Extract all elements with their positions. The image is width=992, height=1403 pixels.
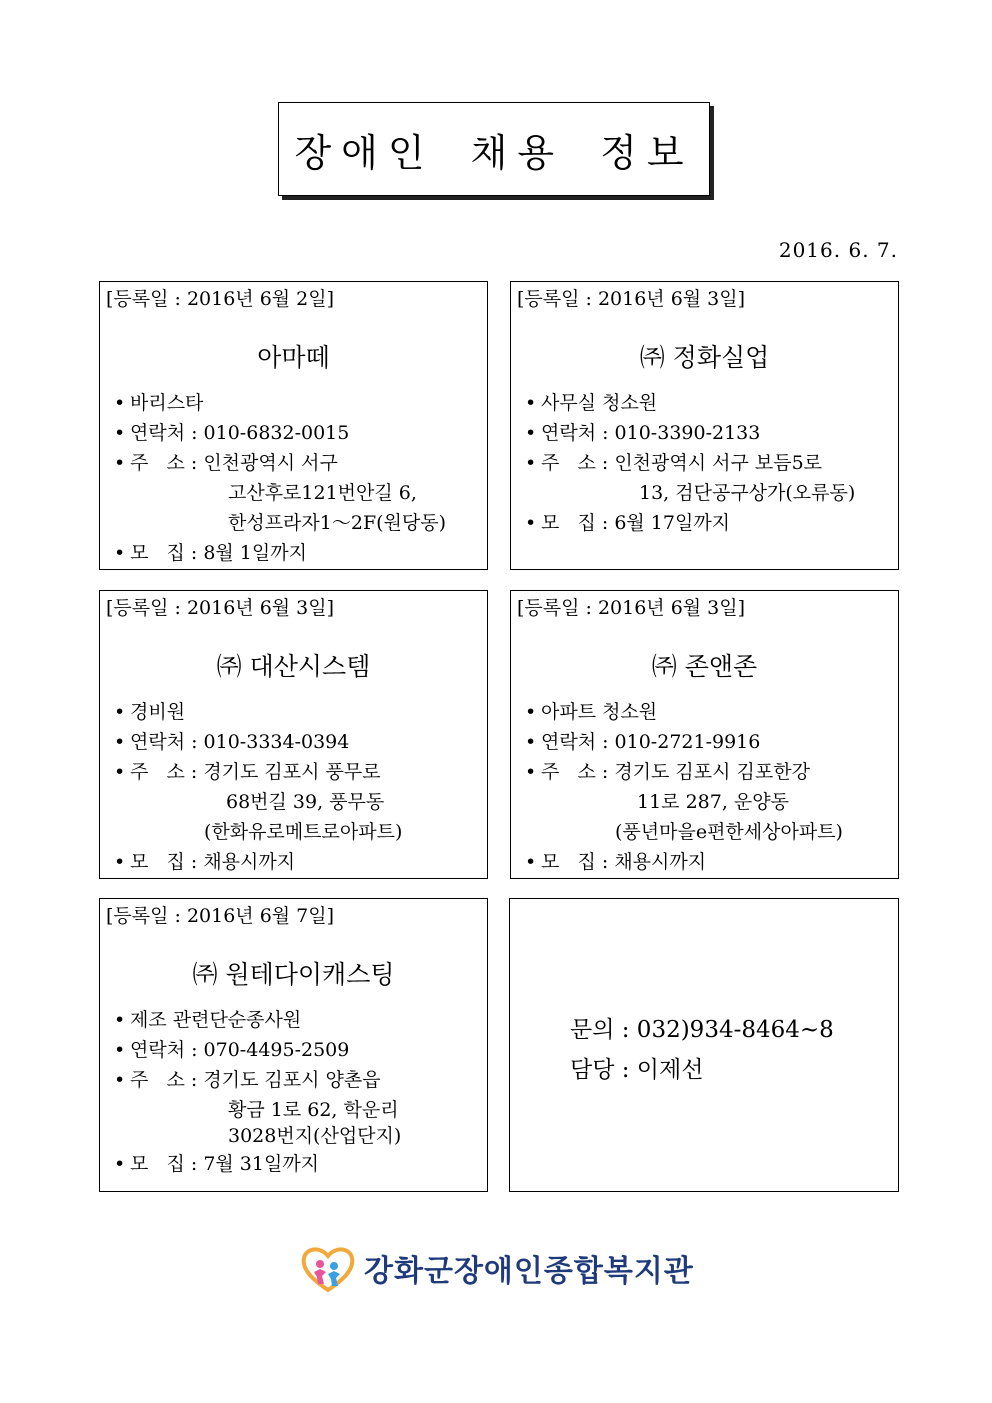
company-name: ㈜ 원테다이캐스팅 <box>192 960 395 989</box>
address-part: 11로 287, 운양동 <box>637 791 789 813</box>
address-part: 13, 검단공구상가(오류동) <box>639 482 856 504</box>
address-line: • 주 소 : 인천광역시 서구 보듬5로 <box>525 452 823 474</box>
contact-label: 연락처 <box>130 1039 186 1061</box>
contact-label: 연락처 <box>541 731 597 753</box>
contact-line: • 연락처 : 010-3334-0394 <box>114 731 350 753</box>
registration-date: [등록일 : 2016년 6월 3일] <box>106 597 335 619</box>
contact-phone: 070-4495-2509 <box>203 1039 350 1061</box>
contact-phone: 010-2721-9916 <box>614 731 761 753</box>
job-title-line: • 제조 관련단순종사원 <box>114 1009 302 1031</box>
job-title: 제조 관련단순종사원 <box>130 1009 302 1031</box>
deadline: 6월 17일까지 <box>614 512 731 534</box>
deadline-label: 모 집 <box>130 1153 185 1175</box>
address-part: 인천광역시 서구 보듬5로 <box>614 452 823 474</box>
company-name: ㈜ 존앤존 <box>651 652 758 681</box>
address-part: (한화유로메트로아파트) <box>204 821 403 843</box>
address-label: 주 소 <box>130 761 185 783</box>
job-title-line: • 사무실 청소원 <box>525 392 658 414</box>
address-part: 한성프라자1～2F(원당동) <box>228 512 447 534</box>
registration-date: [등록일 : 2016년 6월 3일] <box>517 288 746 310</box>
address-part: 3028번지(산업단지) <box>228 1125 402 1147</box>
deadline-line: • 모 집 : 7월 31일까지 <box>114 1153 320 1175</box>
address-part: 황금 1로 62, 학운리 <box>228 1099 399 1121</box>
address-line: • 주 소 : 경기도 김포시 김포한강 <box>525 761 810 783</box>
deadline: 7월 31일까지 <box>203 1153 320 1175</box>
address-label: 주 소 <box>130 452 185 474</box>
registration-date: [등록일 : 2016년 6월 2일] <box>106 288 335 310</box>
contact-line: • 연락처 : 010-3390-2133 <box>525 422 761 444</box>
job-title: 아파트 청소원 <box>541 701 658 723</box>
address-part: 인천광역시 서구 <box>203 452 338 474</box>
document-date: 2016. 6. 7. <box>778 238 898 262</box>
address-label: 주 소 <box>541 761 596 783</box>
contact-phone: 010-3334-0394 <box>203 731 350 753</box>
job-title-line: • 경비원 <box>114 701 186 723</box>
document-title: 장애인 채용 정보 <box>294 130 694 175</box>
address-label: 주 소 <box>541 452 596 474</box>
company-name: ㈜ 대산시스템 <box>216 652 371 681</box>
address-line: • 주 소 : 인천광역시 서구 <box>114 452 338 474</box>
deadline: 채용시까지 <box>203 851 296 873</box>
title-box <box>278 102 710 196</box>
job-title-line: • 아파트 청소원 <box>525 701 658 723</box>
job-posting-card <box>510 281 899 570</box>
deadline: 8월 1일까지 <box>203 542 307 564</box>
title-frame <box>278 102 714 200</box>
job-posting-card <box>510 590 899 879</box>
inquiry-manager: 담당 : 이제선 <box>570 1057 704 1083</box>
address-line: • 주 소 : 경기도 김포시 풍무로 <box>114 761 381 783</box>
contact-line: • 연락처 : 010-6832-0015 <box>114 422 350 444</box>
address-part: 68번길 39, 풍무동 <box>226 791 385 813</box>
deadline-line: • 모 집 : 채용시까지 <box>114 851 296 873</box>
deadline-label: 모 집 <box>130 851 185 873</box>
contact-line: • 연락처 : 070-4495-2509 <box>114 1039 350 1061</box>
contact-label: 연락처 <box>130 731 186 753</box>
address-part: 경기도 김포시 풍무로 <box>203 761 381 783</box>
address-part: (풍년마을e편한세상아파트) <box>615 821 843 843</box>
contact-label: 연락처 <box>130 422 186 444</box>
address-line: • 주 소 : 경기도 김포시 양촌읍 <box>114 1069 381 1091</box>
contact-phone: 010-3390-2133 <box>614 422 761 444</box>
address-label: 주 소 <box>130 1069 185 1091</box>
deadline-line: • 모 집 : 8월 1일까지 <box>114 542 307 564</box>
job-title-line: • 바리스타 <box>114 392 204 414</box>
deadline-label: 모 집 <box>541 851 596 873</box>
company-name: 아마떼 <box>257 343 330 372</box>
contact-label: 연락처 <box>541 422 597 444</box>
job-posting-card <box>99 898 488 1192</box>
registration-date: [등록일 : 2016년 6월 7일] <box>106 905 335 927</box>
deadline-label: 모 집 <box>130 542 185 564</box>
address-part: 고산후로121번안길 6, <box>228 482 417 504</box>
inquiry-box <box>509 898 899 1192</box>
address-part: 경기도 김포시 김포한강 <box>614 761 810 783</box>
job-posting-card <box>99 590 488 879</box>
company-name: ㈜ 정화실업 <box>639 343 770 372</box>
deadline-label: 모 집 <box>541 512 596 534</box>
registration-date: [등록일 : 2016년 6월 3일] <box>517 597 746 619</box>
address-part: 경기도 김포시 양촌읍 <box>203 1069 381 1091</box>
inquiry-phone: 문의 : 032)934-8464~8 <box>570 1017 834 1043</box>
organization-name: 강화군장애인종합복지관 <box>364 1254 694 1289</box>
contact-phone: 010-6832-0015 <box>203 422 350 444</box>
deadline-line: • 모 집 : 6월 17일까지 <box>525 512 731 534</box>
contact-line: • 연락처 : 010-2721-9916 <box>525 731 761 753</box>
deadline-line: • 모 집 : 채용시까지 <box>525 851 707 873</box>
deadline: 채용시까지 <box>614 851 707 873</box>
job-title: 바리스타 <box>130 392 204 414</box>
heart-people-logo-icon <box>300 1244 356 1292</box>
job-title: 경비원 <box>130 701 186 723</box>
job-posting-card <box>99 281 488 570</box>
organization-logo <box>300 1244 694 1292</box>
job-title: 사무실 청소원 <box>541 392 658 414</box>
